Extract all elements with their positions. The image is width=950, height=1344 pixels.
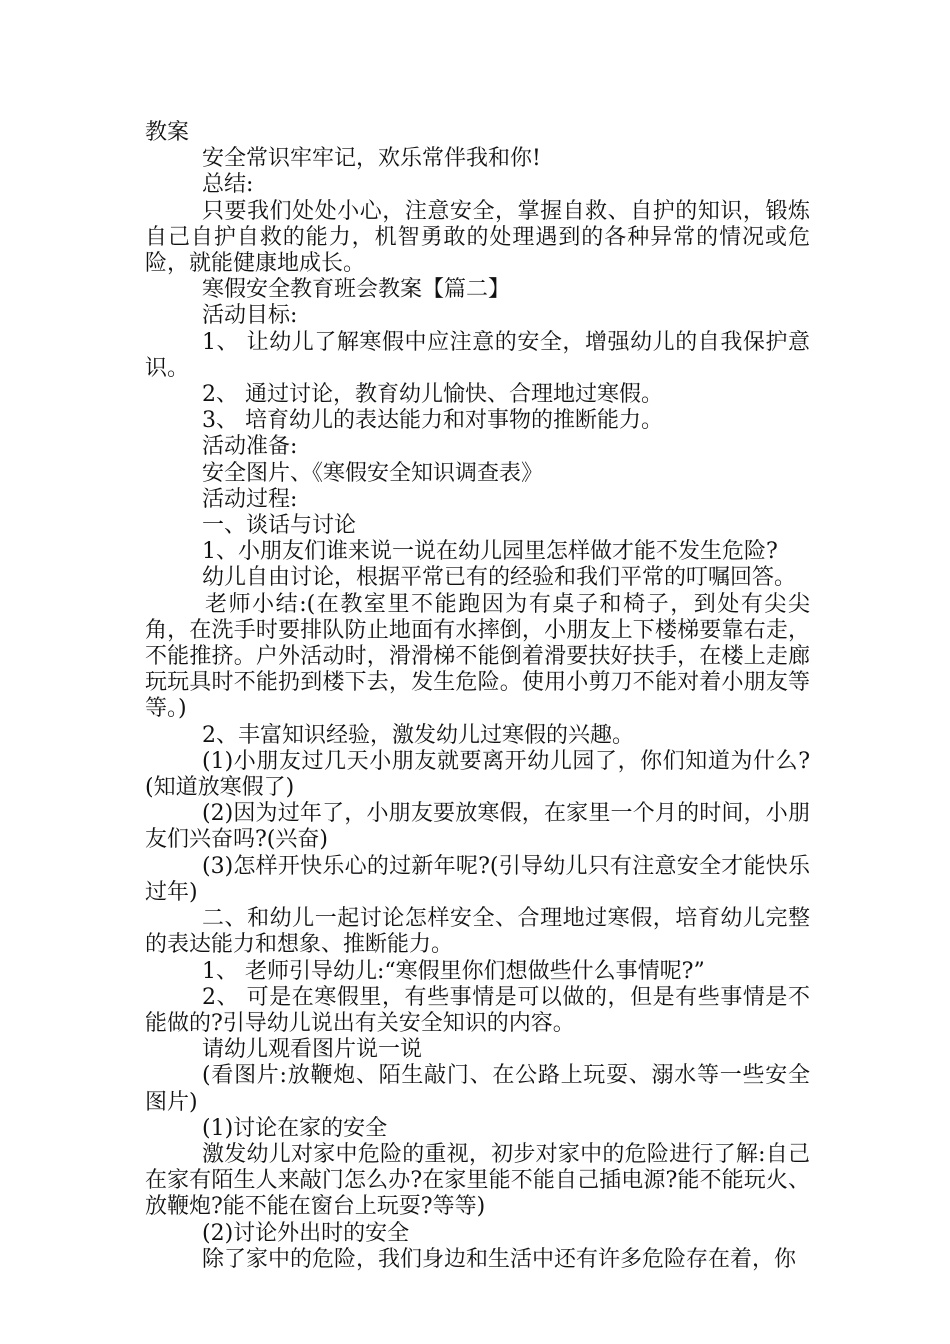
paragraph: 老师小结:(在教室里不能跑因为有桌子和椅子，到处有尖尖角，在洗手时要排队防止地面有水摔倒，小朋友上下楼梯要靠右走，不能推挤。户外活动时，滑滑梯不能倒着滑要扶好扶手，在楼上走廊玩玩具时不能扔到楼下去，发生危险。使用小剪刀不能对着小朋友等等。): [145, 591, 810, 722]
paragraph-heading-continued: 教案: [145, 120, 190, 145]
paragraph: 安全常识牢牢记，欢乐常伴我和你!: [202, 146, 541, 172]
paragraph: 一、谈话与讨论: [202, 513, 357, 539]
list-item: 1、 让幼儿了解寒假中应注意的安全，增强幼儿的自我保护意识。: [145, 329, 810, 381]
paragraph: (看图片:放鞭炮、陌生敲门、在公路上玩耍、溺水等一些安全图片): [145, 1063, 810, 1115]
paragraph-summary-label: 总结:: [202, 172, 254, 198]
list-item: 3、 培育幼儿的表达能力和对事物的推断能力。: [202, 408, 663, 434]
document-page: [145, 120, 810, 1273]
paragraph: (2)讨论外出时的安全: [202, 1220, 410, 1246]
paragraph: 安全图片、《寒假安全知识调查表》: [202, 460, 544, 486]
paragraph: 请幼儿观看图片说一说: [202, 1037, 423, 1063]
paragraph: 除了家中的危险，我们身边和生活中还有许多危险存在着，你: [202, 1246, 797, 1272]
paragraph: (1)讨论在家的安全: [202, 1115, 388, 1141]
paragraph: 幼儿自由讨论，根据平常已有的经验和我们平常的叮嘱回答。: [202, 565, 797, 591]
paragraph: 1、小朋友们谁来说一说在幼儿园里怎样做才能不发生危险?: [202, 539, 778, 565]
paragraph-process-label: 活动过程:: [202, 486, 298, 512]
paragraph: 二、和幼儿一起讨论怎样安全、合理地过寒假，培育幼儿完整的表达能力和想象、推断能力。: [145, 906, 810, 958]
paragraph: (1)小朋友过几天小朋友就要离开幼儿园了，你们知道为什么?(知道放寒假了): [145, 748, 810, 801]
paragraph: (3)怎样开快乐心的过新年呢?(引导幼儿只有注意安全才能快乐过年): [145, 853, 810, 905]
paragraph-prep-label: 活动准备:: [202, 434, 298, 460]
paragraph: (2)因为过年了，小朋友要放寒假，在家里一个月的时间，小朋友们兴奋吗?(兴奋): [145, 801, 810, 853]
paragraph: 2、 可是在寒假里，有些事情是可以做的，但是有些事情是不能做的?引导幼儿说出有关安全知识的内容。: [145, 984, 810, 1036]
paragraph: 2、丰富知识经验，激发幼儿过寒假的兴趣。: [202, 722, 634, 748]
paragraph: 1、 老师引导幼儿:“寒假里你们想做些什么事情呢?”: [202, 958, 705, 984]
paragraph-summary: 只要我们处处小心，注意安全，掌握自救、自护的知识，锻炼自己自护自救的能力，机智勇敢的处理遇到的各种异常的情况或危险，就能健康地成长。: [145, 198, 810, 277]
list-item: 2、 通过讨论，教育幼儿愉快、合理地过寒假。: [202, 382, 663, 408]
paragraph-goals-label: 活动目标:: [202, 303, 298, 329]
section-title: 寒假安全教育班会教案【篇二】: [202, 277, 511, 303]
paragraph: 激发幼儿对家中危险的重视，初步对家中的危险进行了解:自己在家有陌生人来敲门怎么办?在家里能不能自己插电源?能不能玩火、放鞭炮?能不能在窗台上玩耍?等等): [145, 1141, 810, 1220]
